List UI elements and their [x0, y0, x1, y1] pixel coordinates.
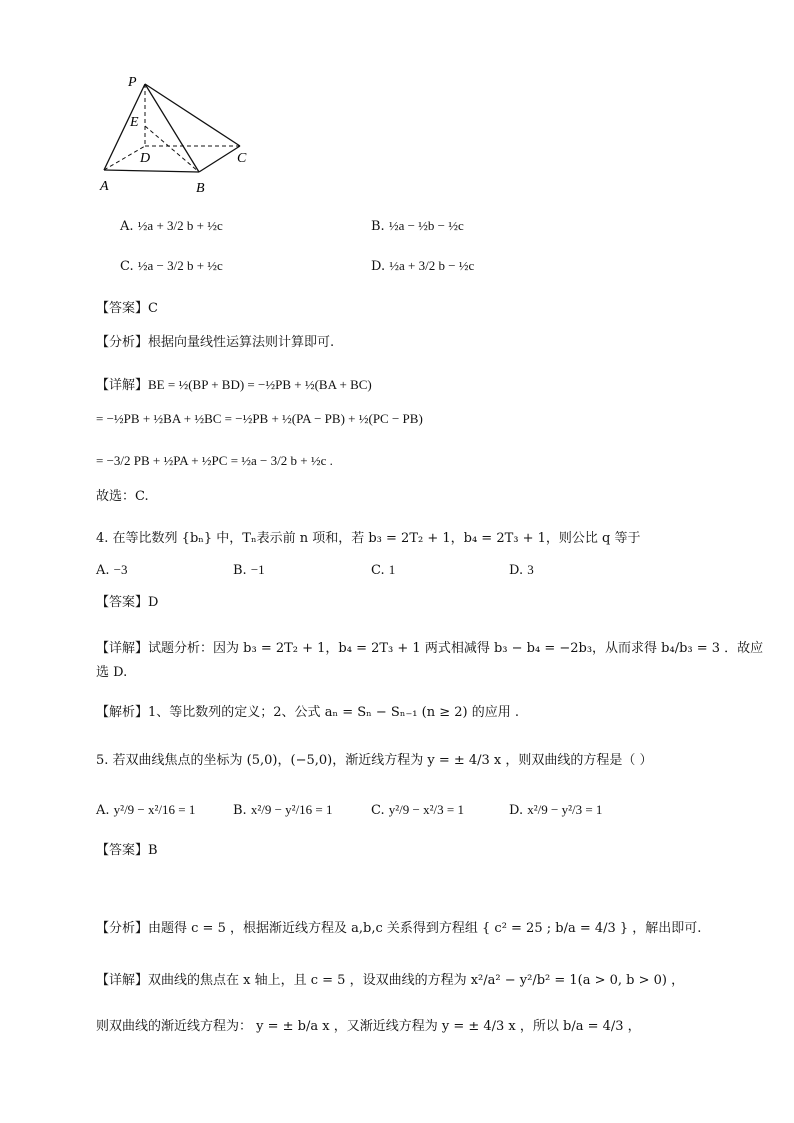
q5-answer: 【答案】B — [96, 843, 158, 858]
q3-conclusion: 故选：C. — [96, 489, 149, 504]
q5-option-a[interactable]: A. y²/9 − x²/16 = 1 — [96, 802, 196, 818]
q5-stem: 5. 若双曲线焦点的坐标为 (5,0)，(−5,0)，渐近线方程为 y = ± 4/3 x ，则双曲线的方程是（ ） — [96, 753, 653, 768]
q3-detail-2: = −½PB + ½BA + ½BC = −½PB + ½(PA − PB) + ½(PC − PB) — [96, 411, 423, 426]
pyramid-figure — [96, 70, 256, 198]
q4-detail-2: 选 D. — [96, 665, 128, 680]
q4-detail-1: 【详解】试题分析：因为 b₃ = 2T₂ + 1，b₄ = 2T₃ + 1 两式相减得 b₃ − b₄ = −2b₃，从而求得 b₄/b₃ = 3 ．故应 — [96, 641, 764, 656]
q4-option-d[interactable]: D. 3 — [509, 562, 534, 578]
q3-option-b[interactable]: B. ½a − ½b − ½c — [371, 218, 464, 234]
q5-option-d[interactable]: D. x²/9 − y²/3 = 1 — [509, 802, 603, 818]
label-P: P — [128, 75, 137, 90]
q3-option-d[interactable]: D. ½a + 3/2 b − ½c — [371, 258, 475, 274]
q4-option-a[interactable]: A. −3 — [96, 562, 128, 578]
q3-option-c[interactable]: C. ½a − 3/2 b + ½c — [120, 258, 223, 274]
label-C: C — [237, 151, 247, 166]
label-E: E — [130, 115, 139, 130]
q5-analysis: 【分析】由题得 c = 5 ，根据渐近线方程及 a,b,c 关系得到方程组 { c² = 25 ; b/a = 4/3 } ，解出即可. — [96, 921, 702, 936]
q4-explain: 【解析】1、等比数列的定义；2、公式 aₙ = Sₙ − Sₙ₋₁ (n ≥ 2) 的应用 . — [96, 705, 519, 720]
label-A: A — [100, 179, 109, 194]
q5-option-c[interactable]: C. y²/9 − x²/3 = 1 — [371, 802, 464, 818]
q3-analysis: 【分析】根据向量线性运算法则计算即可. — [96, 335, 335, 350]
q4-option-b[interactable]: B. −1 — [233, 562, 265, 578]
q5-detail-1: 【详解】双曲线的焦点在 x 轴上，且 c = 5 ，设双曲线的方程为 x²/a² − y²/b² = 1(a > 0, b > 0) ， — [96, 973, 685, 988]
q4-option-c[interactable]: C. 1 — [371, 562, 396, 578]
q5-detail-2: 则双曲线的渐近线方程为： y = ± b/a x ，又渐近线方程为 y = ± 4/3 x ，所以 b/a = 4/3 ， — [96, 1019, 641, 1034]
label-B: B — [196, 181, 205, 196]
q4-stem: 4. 在等比数列 {bₙ} 中，Tₙ表示前 n 项和，若 b₃ = 2T₂ + 1，b₄ = 2T₃ + 1，则公比 q 等于 — [96, 531, 641, 546]
label-D: D — [140, 151, 151, 166]
q3-detail-3: = −3/2 PB + ½PA + ½PC = ½a − 3/2 b + ½c . — [96, 453, 333, 468]
q5-option-b[interactable]: B. x²/9 − y²/16 = 1 — [233, 802, 333, 818]
q4-answer: 【答案】D — [96, 595, 159, 610]
q3-option-a[interactable]: A. ½a + 3/2 b + ½c — [120, 218, 223, 234]
q3-detail-1: 【详解】BE = ½(BP + BD) = −½PB + ½(BA + BC) — [96, 377, 372, 393]
q3-answer: 【答案】C — [96, 301, 158, 316]
